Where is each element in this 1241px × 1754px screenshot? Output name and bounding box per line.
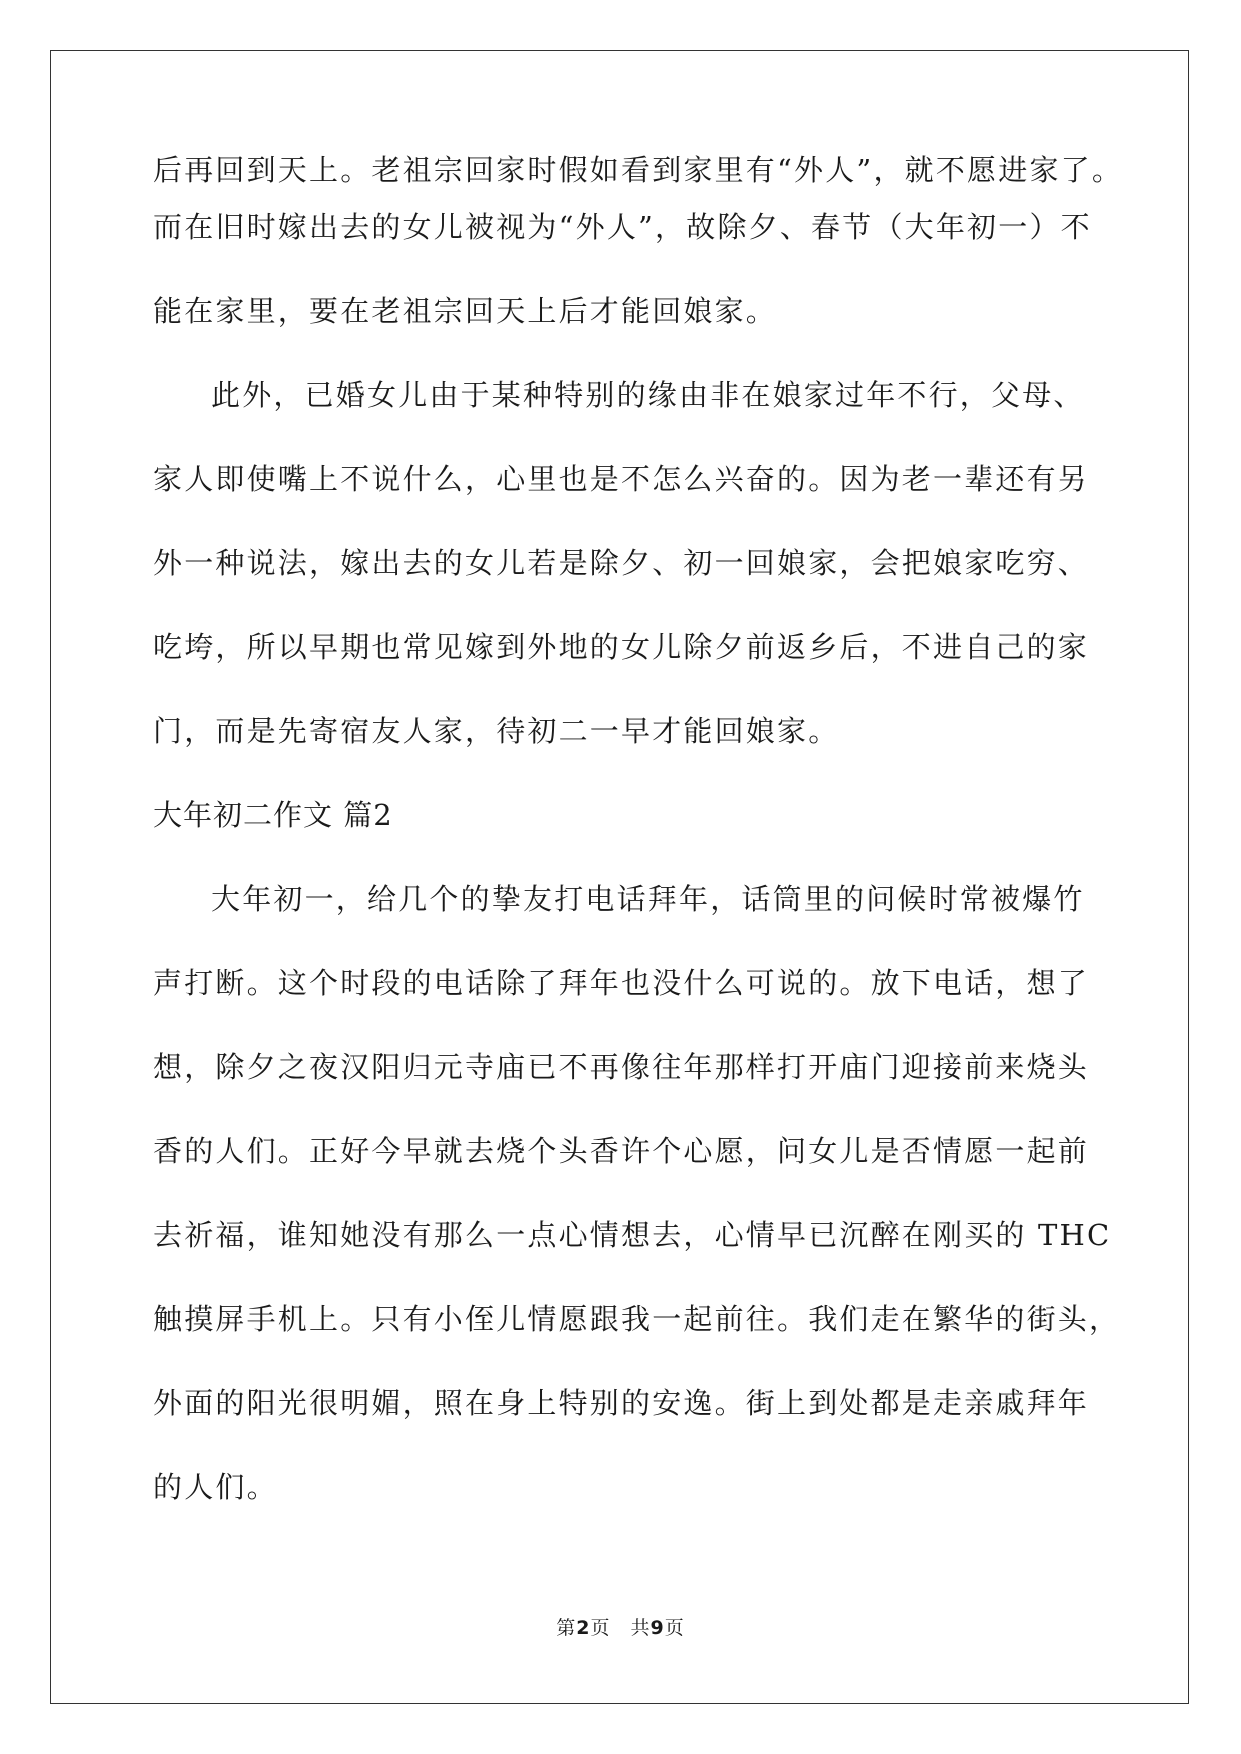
paragraph-start-line: 此外，已婚女儿由于某种特别的缘由非在娘家过年不行，父母、 xyxy=(211,378,1085,412)
text-line: 吃垮，所以早期也常见嫁到外地的女儿除夕前返乡后，不进自己的家 xyxy=(153,630,1090,664)
text-line: 声打断。这个时段的电话除了拜年也没什么可说的。放下电话，想了 xyxy=(153,966,1090,1000)
paragraph-start-line: 大年初一，给几个的挚友打电话拜年，话筒里的问候时常被爆竹 xyxy=(211,882,1085,916)
footer-mid: 页 共 xyxy=(590,1617,651,1639)
text-line: 能在家里，要在老祖宗回天上后才能回娘家。 xyxy=(153,294,778,328)
document-body xyxy=(153,153,1124,1529)
text-line: 的人们。 xyxy=(153,1470,278,1504)
section-heading: 大年初二作文 篇2 xyxy=(153,798,393,832)
page-footer xyxy=(0,1613,1241,1640)
text-line: 门，而是先寄宿友人家，待初二一早才能回娘家。 xyxy=(153,714,840,748)
text-line: 家人即使嘴上不说什么，心里也是不怎么兴奋的。因为老一辈还有另 xyxy=(153,462,1090,496)
text-line: 外一种说法，嫁出去的女儿若是除夕、初一回娘家，会把娘家吃穷、 xyxy=(153,546,1090,580)
text-line: 想，除夕之夜汉阳归元寺庙已不再像往年那样打开庙门迎接前来烧头 xyxy=(153,1050,1090,1084)
total-page-number: 9 xyxy=(650,1617,665,1639)
text-line: 后再回到天上。老祖宗回家时假如看到家里有“外人”，就不愿进家了。 xyxy=(153,153,1124,187)
text-line: 外面的阳光很明媚，照在身上特别的安逸。街上到处都是走亲戚拜年 xyxy=(153,1386,1090,1420)
footer-suffix: 页 xyxy=(664,1617,685,1639)
text-line: 去祈福，谁知她没有那么一点心情想去，心情早已沉醉在刚买的 THC xyxy=(153,1218,1112,1252)
text-line: 香的人们。正好今早就去烧个头香许个心愿，问女儿是否情愿一起前 xyxy=(153,1134,1090,1168)
footer-prefix: 第 xyxy=(556,1617,577,1639)
text-line: 触摸屏手机上。只有小侄儿情愿跟我一起前往。我们走在繁华的街头， xyxy=(153,1302,1121,1336)
current-page-number: 2 xyxy=(576,1617,591,1639)
text-line: 而在旧时嫁出去的女儿被视为“外人”，故除夕、春节（大年初一）不 xyxy=(153,210,1092,244)
